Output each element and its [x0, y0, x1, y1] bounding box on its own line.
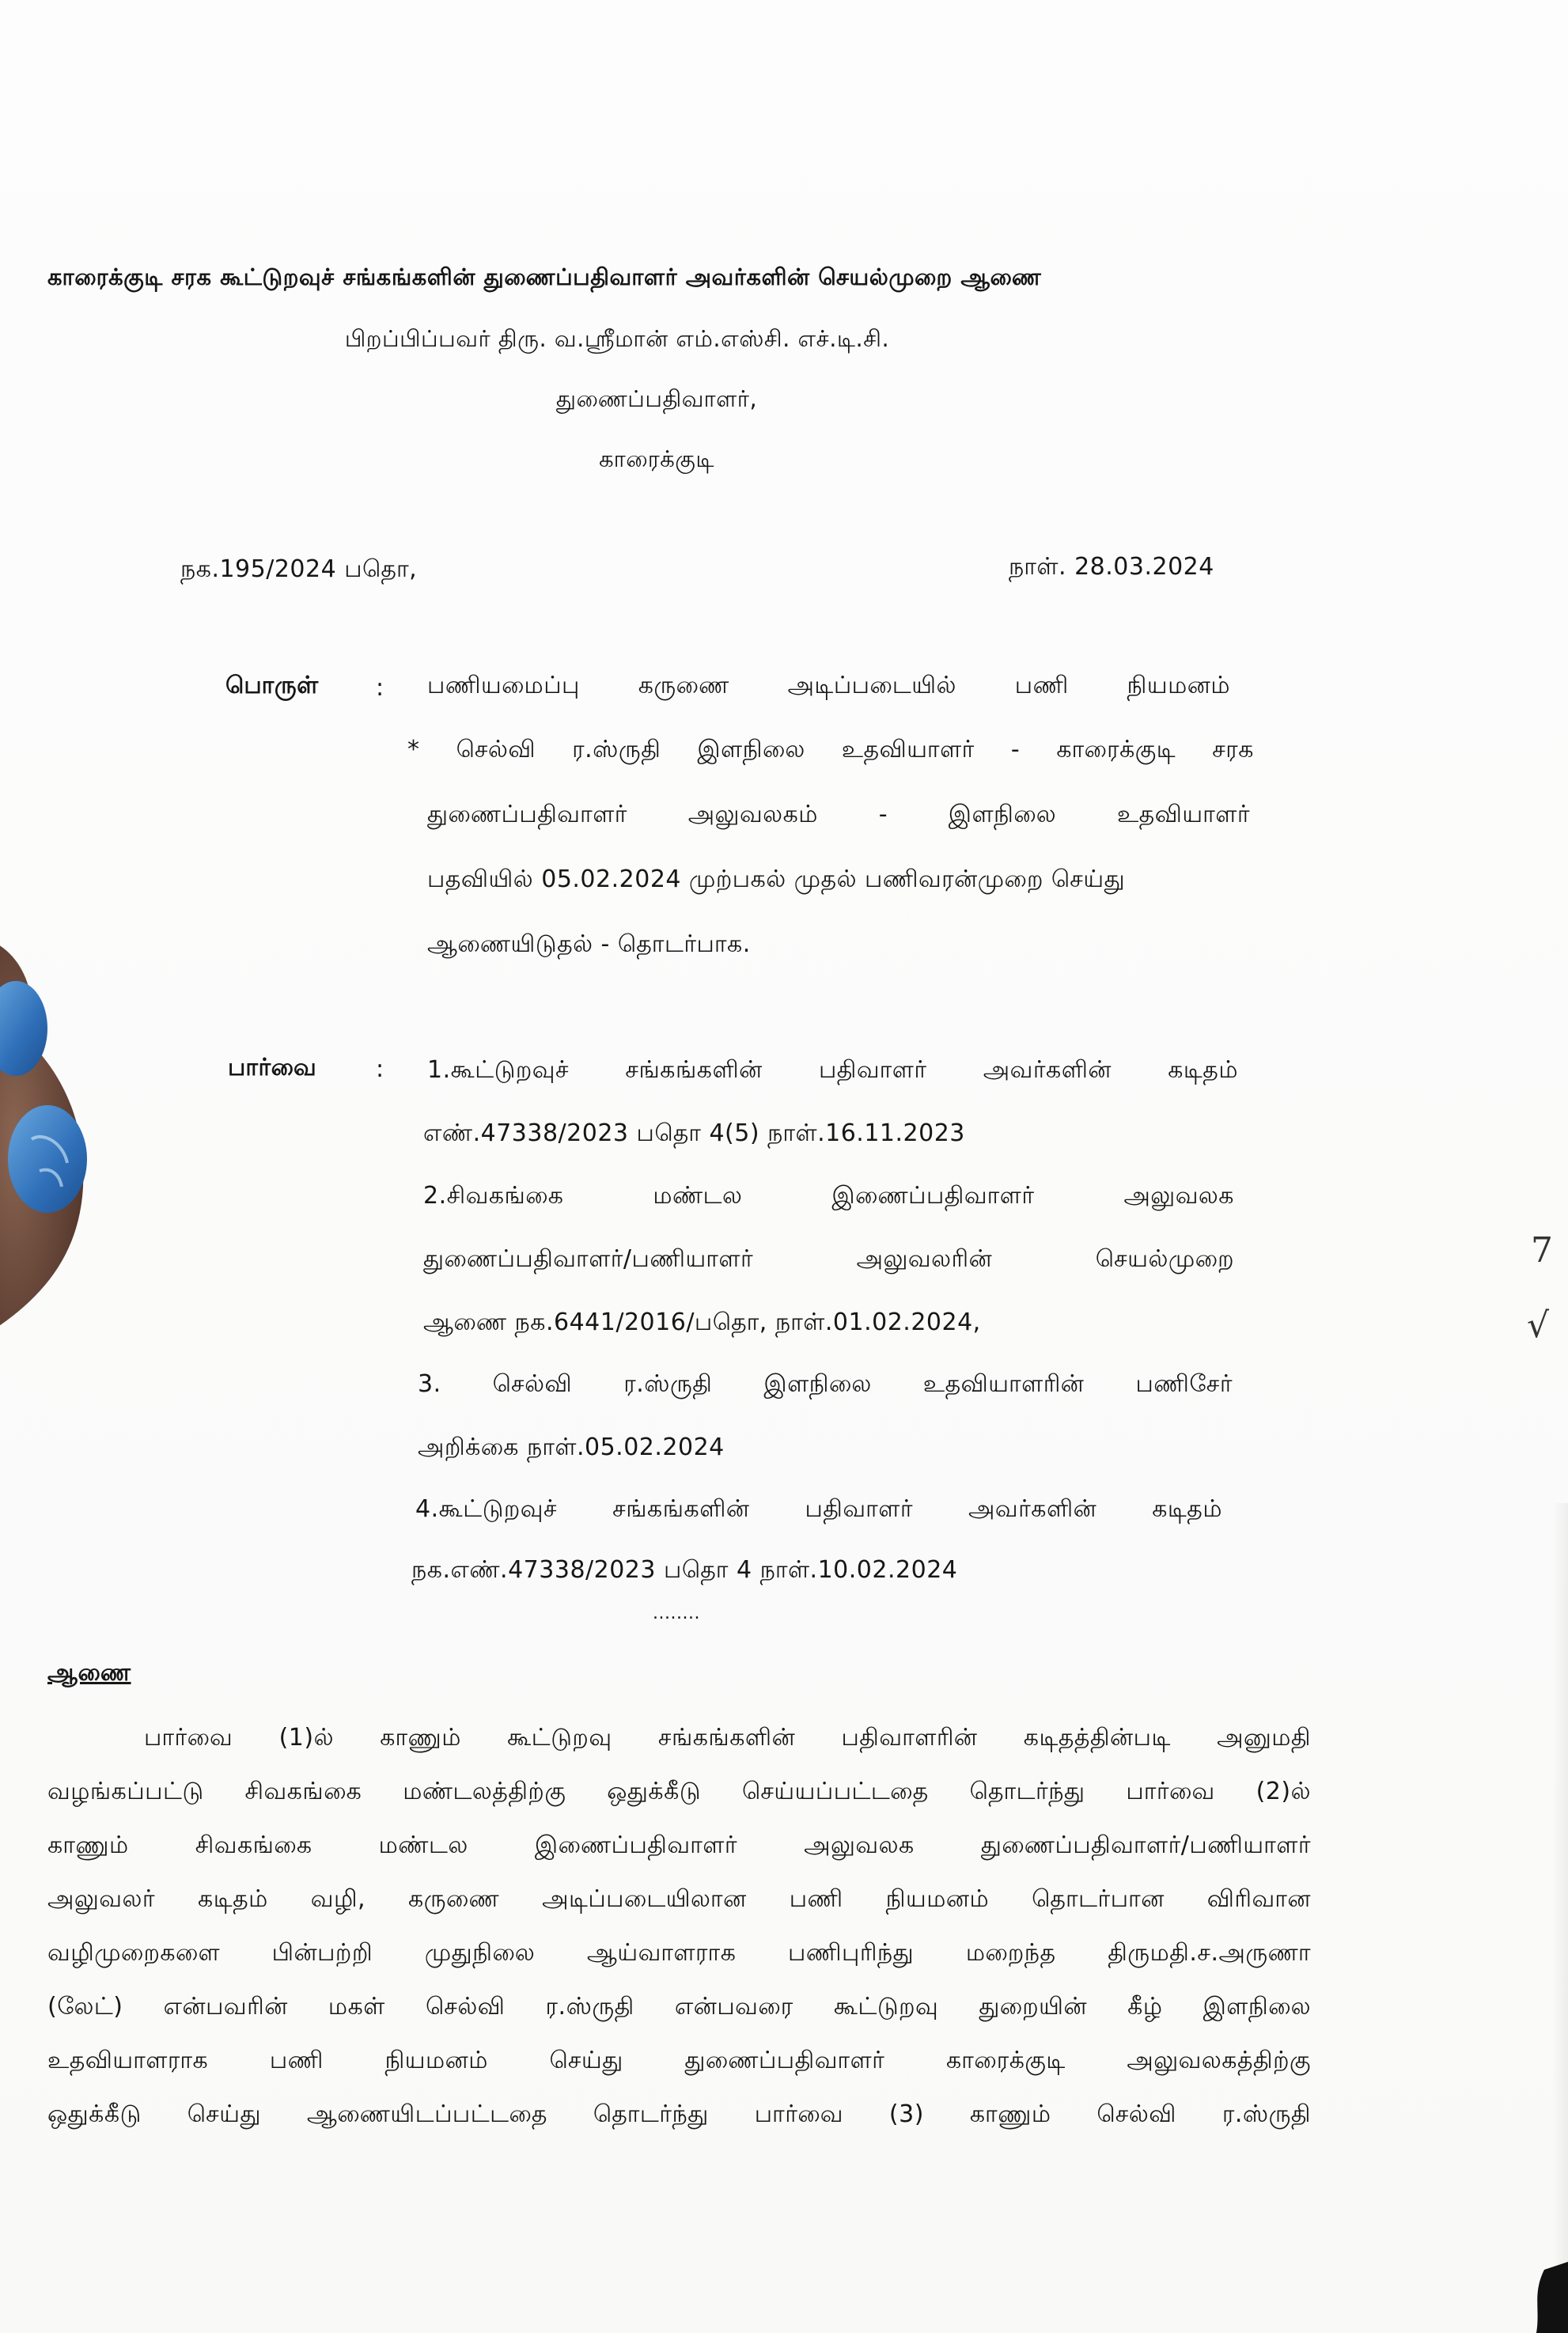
subject-line-4: பதவியில் 05.02.2024 முற்பகல் முதல் பணிவரன்முறை செய்து — [427, 865, 1126, 893]
header-issuer: பிறப்பிப்பவர் திரு. வ.ஸ்ரீமான் எம்.எஸ்சி. எச்.டி.சி. — [344, 325, 890, 352]
reference-line-1: 1.கூட்டுறவுச் சங்கங்களின் பதிவாளர் அவர்களின் கடிதம் — [427, 1056, 1238, 1084]
reference-line-7: அறிக்கை நாள்.05.02.2024 — [418, 1434, 725, 1461]
subject-separator: : — [376, 674, 384, 702]
header-title: காரைக்குடி சரக கூட்டுறவுச் சங்கங்களின் துணைப்பதிவாளர் அவர்களின் செயல்முறை ஆணை — [47, 263, 1042, 290]
thumb-image — [0, 934, 111, 1345]
order-line-8: ஒதுக்கீடு செய்து ஆணையிடப்பட்டதை தொடர்ந்து பார்வை (3) காணும் செல்வி ர.ஸ்ருதி — [47, 2100, 1311, 2128]
subject-line-3: துணைப்பதிவாளர் அலுவலகம் - இளநிலை உதவியாளர் — [427, 801, 1250, 828]
margin-mark-2: √ — [1527, 1305, 1550, 1346]
subject-line-1: பணியமைப்பு கருணை அடிப்படையில் பணி நியமனம் — [427, 672, 1230, 699]
references-label: பார்வை — [228, 1054, 317, 1081]
order-line-5: வழிமுறைகளை பின்பற்றி முதுநிலை ஆய்வாளராக பணிபுரிந்து மறைந்த திருமதி.ச.அருணா — [47, 1939, 1311, 1967]
order-line-7: உதவியாளராக பணி நியமனம் செய்து துணைப்பதிவாளர் காரைக்குடி அலுவலகத்திற்கு — [47, 2047, 1311, 2074]
reference-number: நக.195/2024 பதொ, — [180, 555, 418, 583]
subject-line-5: ஆணையிடுதல் - தொடர்பாக. — [427, 930, 751, 958]
order-date: நாள். 28.03.2024 — [1009, 553, 1214, 581]
reference-line-6: 3. செல்வி ர.ஸ்ருதி இளநிலை உதவியாளரின் பணிசேர் — [418, 1370, 1233, 1398]
header-place: காரைக்குடி — [599, 445, 714, 472]
corner-dark-artifact — [1513, 2262, 1568, 2333]
reference-line-4: துணைப்பதிவாளர்/பணியாளர் அலுவலரின் செயல்முறை — [423, 1245, 1234, 1273]
references-separator: : — [376, 1055, 384, 1083]
order-line-3: காணும் சிவகங்கை மண்டல இணைப்பதிவாளர் அலுவலக துணைப்பதிவாளர்/பணியாளர் — [47, 1831, 1311, 1859]
reference-line-3: 2.சிவகங்கை மண்டல இணைப்பதிவாளர் அலுவலக — [423, 1182, 1234, 1210]
reference-line-8: 4.கூட்டுறவுச் சங்கங்களின் பதிவாளர் அவர்களின் கடிதம் — [415, 1495, 1222, 1523]
order-line-4: அலுவலர் கடிதம் வழி, கருணை அடிப்படையிலான பணி நியமனம் தொடர்பான விரிவான — [47, 1885, 1311, 1913]
reference-line-9: நக.எண்.47338/2023 பதொ 4 நாள்.10.02.2024 — [411, 1556, 958, 1584]
references-end-dots: ........ — [653, 1604, 700, 1623]
order-line-1: பார்வை (1)ல் காணும் கூட்டுறவு சங்கங்களின் பதிவாளரின் கடிதத்தின்படி அனுமதி — [144, 1724, 1311, 1752]
header-designation: துணைப்பதிவாளர், — [555, 385, 758, 412]
subject-label: பொருள் — [225, 672, 319, 699]
order-heading: ஆணை — [47, 1659, 131, 1687]
margin-mark-1: 7 — [1531, 1230, 1553, 1271]
order-line-6: (லேட்) என்பவரின் மகள் செல்வி ர.ஸ்ருதி என்பவரை கூட்டுறவு துறையின் கீழ் இளநிலை — [47, 1993, 1311, 2021]
reference-line-2: எண்.47338/2023 பதொ 4(5) நாள்.16.11.2023 — [423, 1119, 965, 1147]
order-line-2: வழங்கப்பட்டு சிவகங்கை மண்டலத்திற்கு ஒதுக்கீடு செய்யப்பட்டதை தொடர்ந்து பார்வை (2)ல் — [47, 1778, 1311, 1805]
reference-line-5: ஆணை நக.6441/2016/பதொ, நாள்.01.02.2024, — [423, 1309, 981, 1336]
subject-line-2: * செல்வி ர.ஸ்ருதி இளநிலை உதவியாளர் - காரைக்குடி சரக — [407, 736, 1254, 763]
page-edge-shadow — [1552, 1503, 1568, 2333]
